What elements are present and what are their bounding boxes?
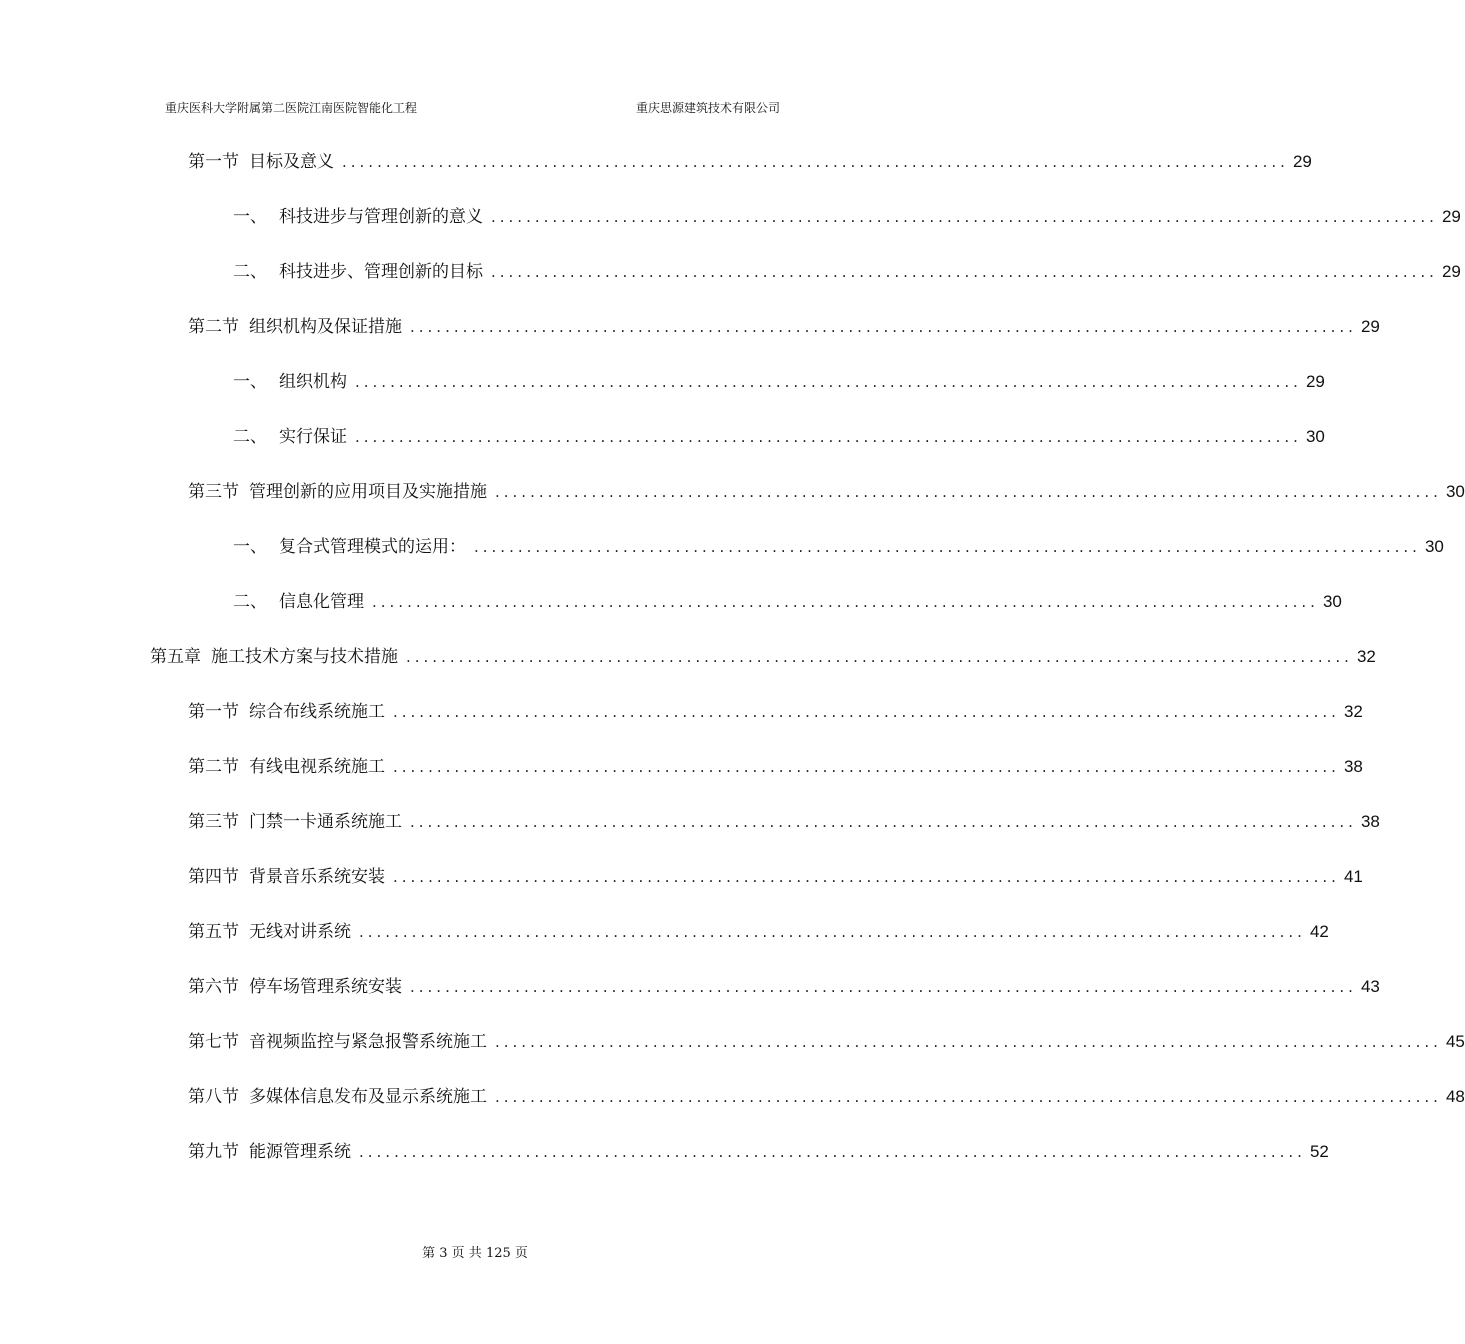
- toc-entry-title: 科技进步、管理创新的目标: [279, 262, 483, 282]
- toc-leader-dots: ............................................................................................................: [359, 1143, 1306, 1161]
- toc-entry-prefix: 一、: [233, 537, 267, 557]
- toc-entry-title: 组织机构及保证措施: [249, 317, 402, 337]
- toc-entry[interactable]: [188, 920, 1329, 944]
- footer-label-middle: 页 共: [451, 1246, 482, 1261]
- toc-entry-prefix: 第四节: [188, 867, 239, 887]
- toc-entry-title: 科技进步与管理创新的意义: [279, 207, 483, 227]
- toc-entry-title: 信息化管理: [279, 592, 364, 612]
- toc-entry-title: 综合布线系统施工: [249, 702, 385, 722]
- toc-entry-title: 停车场管理系统安装: [249, 977, 402, 997]
- toc-entry-page: 38: [1360, 812, 1380, 831]
- toc-entry-prefix: 第一节: [188, 152, 239, 172]
- toc-entry-prefix: 第一节: [188, 702, 239, 722]
- toc-entry-title: 目标及意义: [249, 152, 334, 172]
- toc-entry-page: 32: [1343, 702, 1363, 721]
- toc-entry-prefix: 第五节: [188, 922, 239, 942]
- toc-entry[interactable]: [188, 1140, 1329, 1164]
- toc-entry-page: 29: [1360, 317, 1380, 336]
- toc-leader-dots: ............................................................................................................: [393, 758, 1340, 776]
- toc-entry-prefix: 二、: [233, 592, 267, 612]
- toc-leader-dots: ............................................................................................................: [393, 703, 1340, 721]
- toc-entry-page: 41: [1343, 867, 1363, 886]
- toc-entry-prefix: 一、: [233, 207, 267, 227]
- toc-entry-page: 45: [1445, 1032, 1465, 1051]
- toc-leader-dots: ............................................................................................................: [372, 593, 1319, 611]
- toc-entry-title: 实行保证: [279, 427, 347, 447]
- toc-leader-dots: ............................................................................................................: [491, 263, 1438, 281]
- header-project-title: 重庆医科大学附属第二医院江南医院智能化工程: [165, 101, 418, 115]
- toc-entry-title: 组织机构: [279, 372, 347, 392]
- toc-leader-dots: ............................................................................................................: [359, 923, 1306, 941]
- toc-leader-dots: ............................................................................................................: [410, 318, 1357, 336]
- toc-entry-title: 管理创新的应用项目及实施措施: [249, 482, 487, 502]
- toc-entry[interactable]: [233, 535, 1444, 559]
- toc-leader-dots: ............................................................................................................: [491, 208, 1438, 226]
- toc-entry-title: 门禁一卡通系统施工: [249, 812, 402, 832]
- toc-entry[interactable]: [150, 645, 1376, 669]
- toc-entry[interactable]: [188, 755, 1363, 779]
- toc-leader-dots: ............................................................................................................: [495, 1033, 1442, 1051]
- toc-leader-dots: ............................................................................................................: [355, 428, 1302, 446]
- toc-entry-prefix: 第五章: [150, 647, 201, 667]
- toc-entry-prefix: 第九节: [188, 1142, 239, 1162]
- toc-leader-dots: ............................................................................................................: [393, 868, 1340, 886]
- footer-label-after: 页: [514, 1246, 528, 1261]
- toc-entry-page: 30: [1445, 482, 1465, 501]
- footer-total-pages: 125: [485, 1246, 511, 1261]
- toc-entry-prefix: 第三节: [188, 812, 239, 832]
- toc-entry-title: 有线电视系统施工: [249, 757, 385, 777]
- toc-entry-title: 多媒体信息发布及显示系统施工: [249, 1087, 487, 1107]
- toc-entry[interactable]: [188, 810, 1380, 834]
- toc-entry-prefix: 二、: [233, 262, 267, 282]
- toc-entry[interactable]: [188, 150, 1312, 174]
- toc-entry-title: 音视频监控与紧急报警系统施工: [249, 1032, 487, 1052]
- toc-entry-prefix: 第二节: [188, 317, 239, 337]
- toc-entry-title: 背景音乐系统安装: [249, 867, 385, 887]
- toc-entry-prefix: 一、: [233, 372, 267, 392]
- toc-entry[interactable]: [233, 425, 1325, 449]
- toc-entry[interactable]: [233, 590, 1342, 614]
- toc-entry[interactable]: [188, 1030, 1465, 1054]
- toc-entry-page: 30: [1424, 537, 1444, 556]
- toc-entry-prefix: 二、: [233, 427, 267, 447]
- toc-entry-prefix: 第七节: [188, 1032, 239, 1052]
- toc-entry-page: 29: [1305, 372, 1325, 391]
- toc-leader-dots: ............................................................................................................: [410, 978, 1357, 996]
- toc-leader-dots: ............................................................................................................: [410, 813, 1357, 831]
- footer-label-before: 第: [422, 1246, 436, 1261]
- footer-current-page: 3: [439, 1246, 448, 1261]
- toc-entry-page: 43: [1360, 977, 1380, 996]
- toc-leader-dots: ............................................................................................................: [495, 483, 1442, 501]
- page-footer: [0, 1246, 950, 1262]
- toc-entry[interactable]: [188, 480, 1465, 504]
- toc-entry-prefix: 第六节: [188, 977, 239, 997]
- toc-entry-prefix: 第八节: [188, 1087, 239, 1107]
- toc-entry-page: 29: [1441, 262, 1461, 281]
- toc-leader-dots: ............................................................................................................: [355, 373, 1302, 391]
- toc-entry-page: 29: [1441, 207, 1461, 226]
- toc-entry[interactable]: [188, 975, 1380, 999]
- toc-entry[interactable]: [233, 260, 1461, 284]
- toc-entry-page: 30: [1322, 592, 1342, 611]
- toc-entry[interactable]: [188, 700, 1363, 724]
- toc-entry-prefix: 第三节: [188, 482, 239, 502]
- toc-leader-dots: ............................................................................................................: [495, 1088, 1442, 1106]
- toc-entry-page: 29: [1292, 152, 1312, 171]
- toc-entry[interactable]: [188, 865, 1363, 889]
- toc-entry-title: 能源管理系统: [249, 1142, 351, 1162]
- toc-entry[interactable]: [233, 370, 1325, 394]
- toc-entry-page: 32: [1356, 647, 1376, 666]
- toc-leader-dots: ............................................................................................................: [406, 648, 1353, 666]
- toc-entry[interactable]: [188, 1085, 1465, 1109]
- toc-entry-prefix: 第二节: [188, 757, 239, 777]
- toc-entry-page: 42: [1309, 922, 1329, 941]
- header-company-name: 重庆思源建筑技术有限公司: [636, 101, 781, 115]
- toc-entry-title: 复合式管理模式的运用：: [279, 537, 466, 557]
- toc-entry-page: 30: [1305, 427, 1325, 446]
- toc-entry-page: 52: [1309, 1142, 1329, 1161]
- toc-entry-title: 无线对讲系统: [249, 922, 351, 942]
- toc-entry-page: 38: [1343, 757, 1363, 776]
- toc-entry-page: 48: [1445, 1087, 1465, 1106]
- toc-leader-dots: ............................................................................................................: [474, 538, 1421, 556]
- toc-leader-dots: ............................................................................................................: [342, 153, 1289, 171]
- toc-entry-title: 施工技术方案与技术措施: [211, 647, 398, 667]
- toc-entry[interactable]: [233, 205, 1461, 229]
- toc-entry[interactable]: [188, 315, 1380, 339]
